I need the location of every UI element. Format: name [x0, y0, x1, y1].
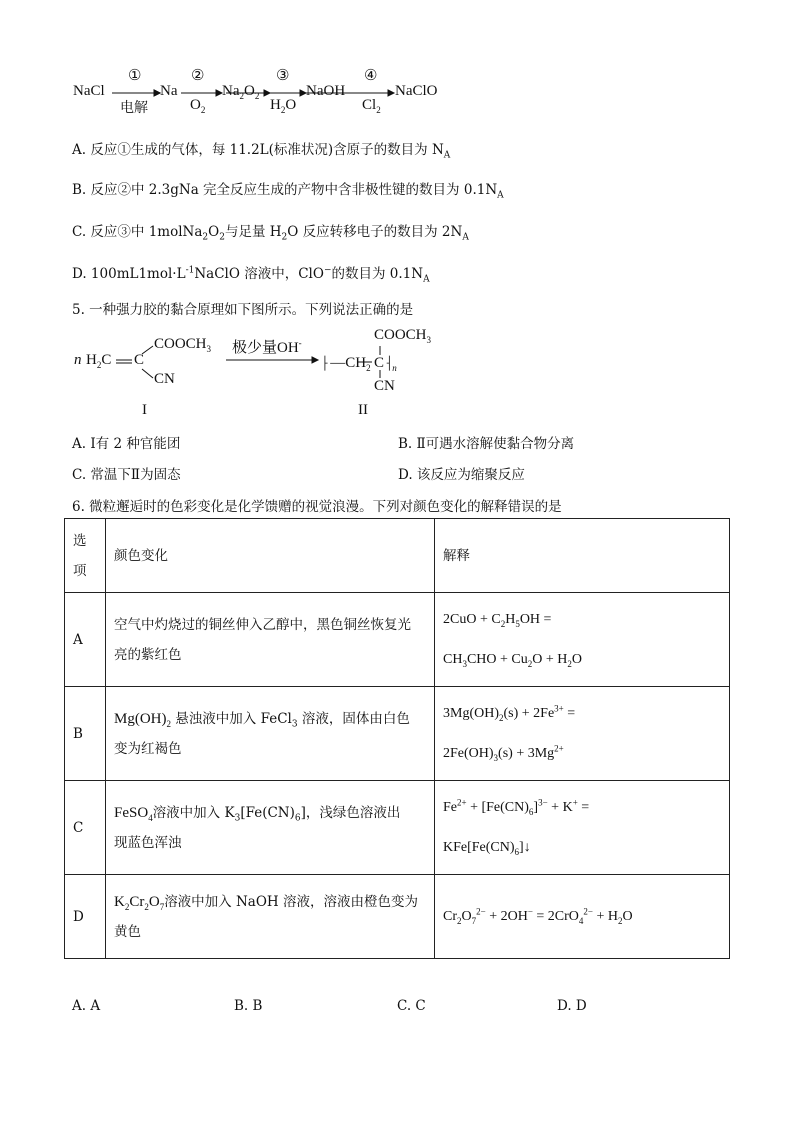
monomer-c: C — [134, 352, 145, 368]
q5-option-b: B. Ⅱ可遇水溶解使黏合物分离 — [398, 436, 575, 452]
row-c-explain: $Fe^{2+} + [Fe(CN)_6]^{3-} + K^+$ = $KFe[Fe(CN)_6]↓$ — [435, 781, 730, 875]
arrow3-below: $H_2O$ — [270, 97, 297, 115]
header-option: 选 项 — [65, 519, 106, 593]
q4-option-c: C. 反应③中 $1molNa_2O_2$与足量 $H_2O$ 反应转移电子的数目为 $2N_A$ — [72, 224, 469, 243]
scheme-naclo: NaClO — [395, 83, 438, 99]
row-d-explain: $Cr_2O_7^{2-} + 2OH^- = 2CrO_4^{2-} + H_2O$ — [435, 875, 730, 959]
row-c-change: FeSO$_4$溶液中加入 $K_3[Fe(CN)_6]$，浅绿色溶液出 现蓝色浑浊 — [106, 781, 435, 875]
arrow2-num: ② — [191, 68, 205, 84]
monomer-cooch3: $COOCH_3$ — [154, 336, 212, 354]
row-c-option: C — [65, 781, 106, 875]
q6-answer-b: B. B — [234, 998, 263, 1014]
q5-option-d: D. 该反应为缩聚反应 — [398, 467, 525, 483]
arrow1-below: 电解 — [120, 100, 148, 116]
label-ii: II — [358, 402, 368, 418]
monomer-cn: CN — [154, 371, 175, 387]
table-row — [65, 781, 730, 875]
header-explain: 解释 — [435, 519, 730, 593]
table-row — [65, 593, 730, 687]
row-a-option: A — [65, 593, 106, 687]
row-d-change: $K_2Cr_2O_7$溶液中加入 NaOH 溶液，溶液由橙色变为 黄色 — [106, 875, 435, 959]
label-i: I — [142, 402, 147, 418]
arrow2-below: $O_2$ — [190, 97, 206, 115]
row-a-explain: $2CuO + C_2H_5OH$ = $CH_3CHO + Cu_2O + H_2O$ — [435, 593, 730, 687]
header-change: 颜色变化 — [106, 519, 435, 593]
row-d-option: D — [65, 875, 106, 959]
reagent-label: 极少量OH- — [232, 338, 302, 356]
q5-bonds — [0, 0, 794, 440]
q6-answer-a: A. A — [72, 998, 101, 1014]
table-row — [65, 875, 730, 959]
monomer-n: n — [74, 352, 82, 368]
q4-option-d: D. $100mL1mol\cdot L^{-1}NaClO$ 溶液中，ClO−的数目为 $0.1N_A$ — [72, 265, 430, 285]
q5-option-a: A. Ⅰ有 2 种官能团 — [72, 436, 181, 452]
q5-stem: 5. 一种强力胶的黏合原理如下图所示。下列说法正确的是 — [72, 302, 414, 318]
q5-option-c: C. 常温下Ⅱ为固态 — [72, 467, 181, 483]
table-header-row — [65, 519, 730, 593]
scheme-na: Na — [160, 83, 178, 99]
q6-stem: 6. 微粒邂逅时的色彩变化是化学馈赠的视觉浪漫。下列对颜色变化的解释错误的是 — [72, 499, 562, 515]
scheme-naoh: NaOH — [306, 83, 346, 99]
arrow4-num: ④ — [364, 68, 378, 84]
q4-option-a: A. 反应①生成的气体，每 11.2L(标准状况)含原子的数目为 $N_A$ — [72, 142, 451, 161]
row-b-explain: $3Mg(OH)_2(s) + 2Fe^{3+}$ = $2Fe(OH)_3(s) + 3Mg^{2+}$ — [435, 687, 730, 781]
scheme-na2o2: $Na_2O_2$ — [222, 83, 260, 101]
arrow3-num: ③ — [276, 68, 290, 84]
polymer-cn: CN — [374, 378, 395, 394]
table-row — [65, 687, 730, 781]
q6-answer-d: D. D — [557, 998, 587, 1014]
arrow4-below: $Cl_2$ — [362, 97, 381, 115]
arrow1-num: ① — [128, 68, 142, 84]
q6-answer-c: C. C — [397, 998, 426, 1014]
polymer-cooch3: $COOCH_3$ — [374, 327, 432, 345]
monomer-h2c: $H_2C$ — [86, 352, 112, 370]
polymer-chain: $⸠—CH_2$ — [322, 355, 371, 373]
scheme-nacl: NaCl — [73, 83, 105, 99]
row-b-change: $Mg(OH)_2$ 悬浊液中加入 FeCl$_3$ 溶液，固体由白色 变为红褐色 — [106, 687, 435, 781]
q4-option-b: B. 反应②中 2.3gNa 完全反应生成的产物中含非极性键的数目为 $0.1N_A$ — [72, 182, 504, 201]
row-a-change: 空气中灼烧过的铜丝伸入乙醇中，黑色铜丝恢复光 亮的紫红色 — [106, 593, 435, 687]
row-b-option: B — [65, 687, 106, 781]
q6-table — [64, 518, 730, 959]
polymer-c: $C⸡_n$ — [374, 355, 397, 373]
